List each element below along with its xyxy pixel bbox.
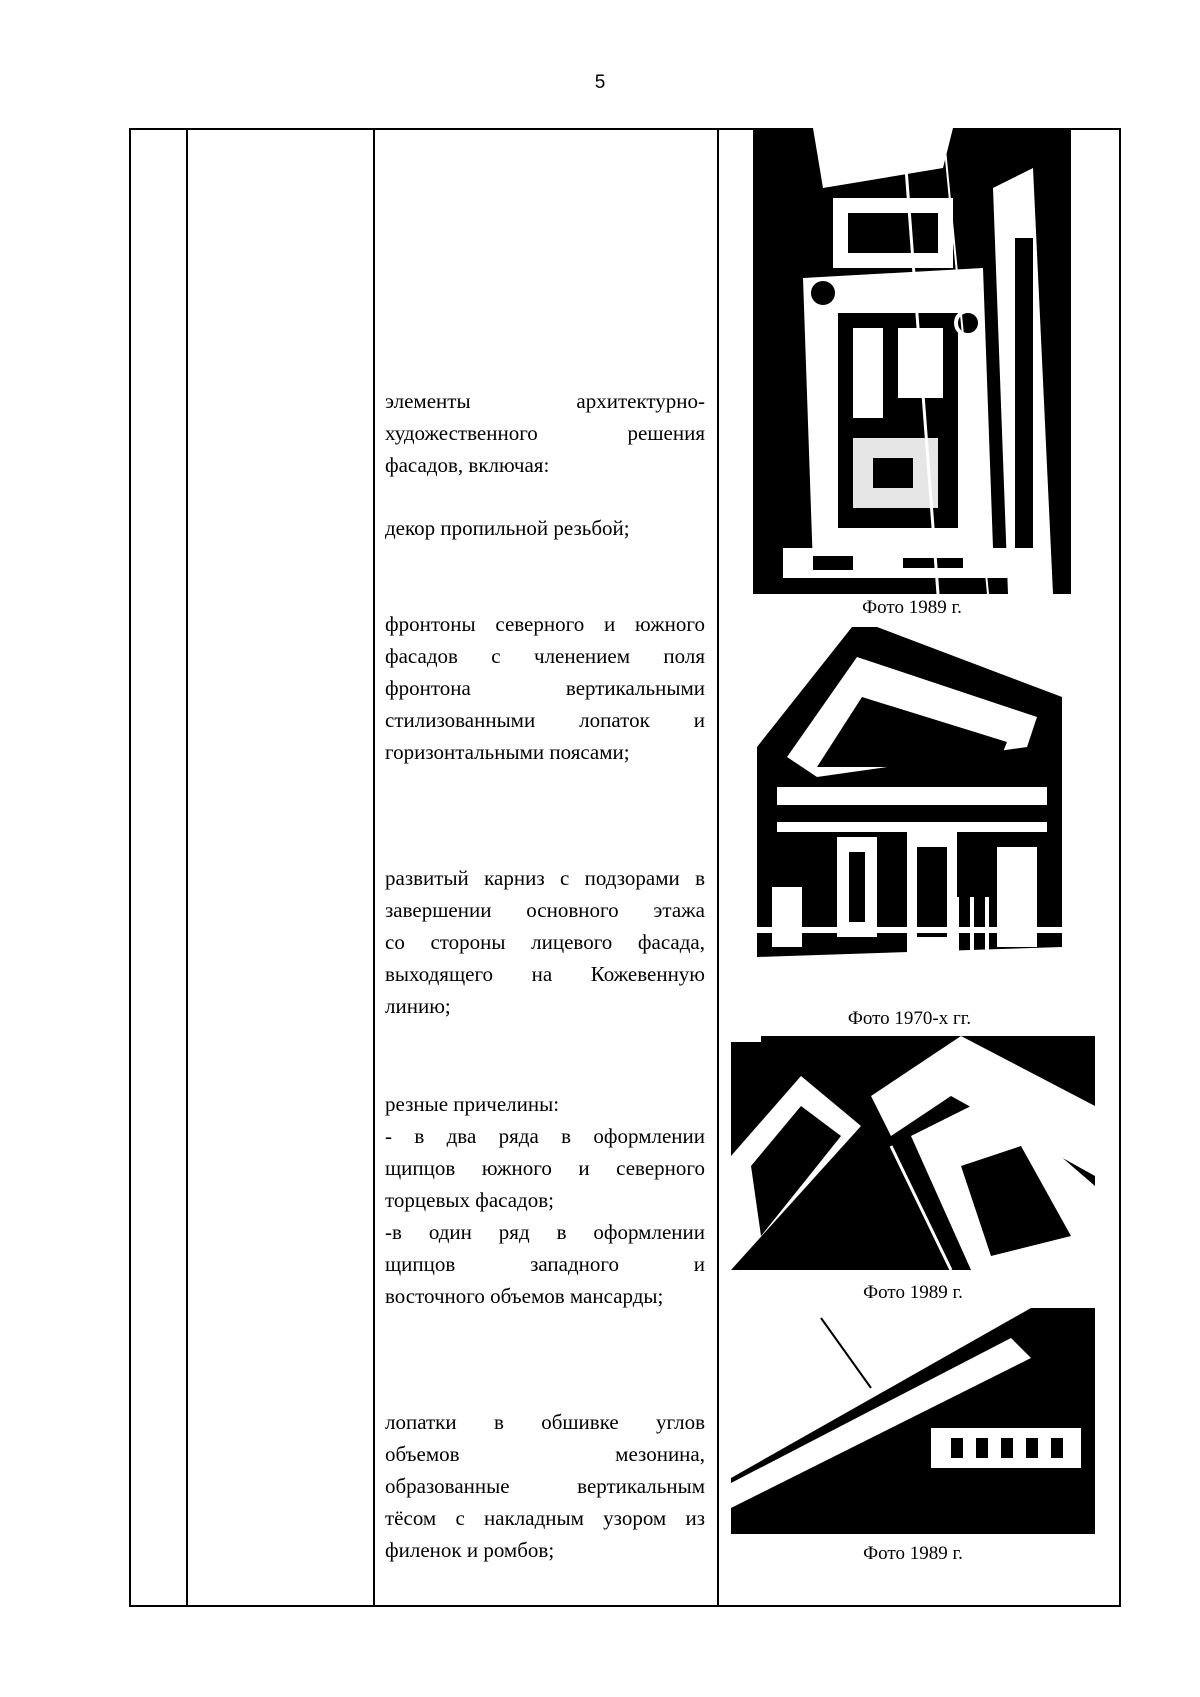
pilasters-paragraph: лопатки в обшивке углов объемов мезонина, образованные вертикальным тёсом с накладным узором из филенок и ромбов; (385, 1410, 705, 1562)
column-divider-3 (717, 130, 719, 1605)
photo-caption-4: Фото 1989 г. (863, 1543, 963, 1564)
fretwork-paragraph: декор пропильной резьбой; (385, 516, 630, 540)
photo-caption-1: Фото 1989 г. (862, 597, 962, 618)
photo-house-pediment (757, 627, 1062, 967)
bargeboards-paragraph: резные причелины: - в два ряда в оформлении щипцов южного и северного торцевых фасадов; -в один ряд в оформлении щипцов западного и восточного объемов мансарды; (385, 1092, 705, 1308)
page-number: 5 (594, 72, 606, 93)
column-divider-1 (186, 130, 188, 1605)
photo-facade-window-detail (753, 128, 1071, 594)
column-divider-2 (373, 130, 375, 1605)
photo-caption-2: Фото 1970-х гг. (847, 1008, 972, 1029)
facade-elements-paragraph: элементы архитектурно- художественного решения фасадов, включая: (385, 389, 705, 477)
photo-carved-bargeboards (731, 1036, 1095, 1270)
photo-caption-3: Фото 1989 г. (863, 1282, 963, 1303)
pediments-paragraph: фронтоны северного и южного фасадов с членением поля фронтона вертикальными стилизованными лопаток и горизонтальными поясами; (385, 612, 705, 764)
photo-pilasters-detail (731, 1308, 1095, 1534)
cornice-paragraph: развитый карниз с подзорами в завершении основного этажа со стороны лицевого фасада, выходящего на Кожевенную линию; (385, 866, 705, 1018)
